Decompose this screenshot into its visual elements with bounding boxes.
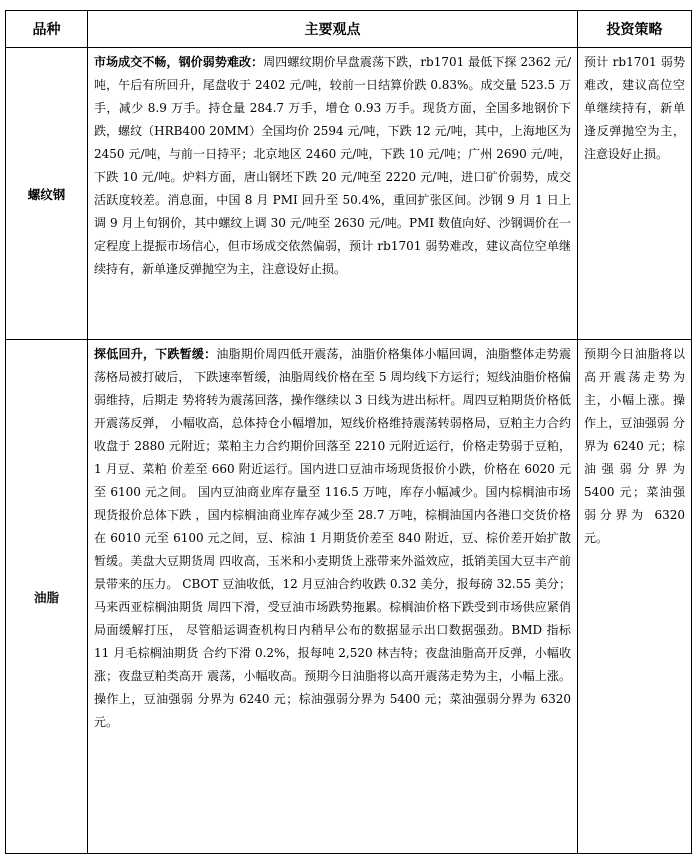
strategy-cell: 预期今日油脂将以高开震荡走势为主，小幅上涨。操作上，豆油强弱 分界为 6240 元；棕油强弱分界为 5400 元；菜油强弱分界为 6320 元。 xyxy=(578,340,692,854)
views-cell xyxy=(88,340,578,854)
header-views: 主要观点 xyxy=(88,11,578,48)
headline: 探低回升，下跌暂缓： xyxy=(94,347,217,361)
views-cell xyxy=(88,48,578,340)
variety-cell: 油脂 xyxy=(6,340,88,854)
header-row xyxy=(6,11,692,48)
header-variety: 品种 xyxy=(6,11,88,48)
views-text: 周四螺纹期价早盘震荡下跌，rb1701 最低下探 2362 元/吨，午后有所回升，尾盘收于 2402 元/吨，较前一日结算价跌 0.83%。成交量 523.5 万手，减少 8.9 万手。持仓量 284.7 万手，增仓 0.93 万手。现货方面，全国多地钢价下跌，螺纹（HRB400 20MM）全国均价 2594 元/吨，下跌 12 元/吨，其中，上海地区为 2450 元/吨，与前一日持平；北京地区 2460 元/吨，下跌 10 元/吨；广州 2690 元/吨，下跌 10 元/吨。炉料方面，唐山钢坯下跌 20 元/吨至 2220 元/吨，进口矿价弱势，成交活跃度较差。消息面，中国 8 月 PMI 回升至 50.4%，重回扩张区间。沙钢 9 月 1 日上调 9 月上旬钢价，其中螺纹上调 30 元/吨至 2630 元/吨。PMI 数值向好、沙钢调价在一定程度上提振市场信心，但市场成交依然偏弱，预计 rb1701 弱势难改，建议高位空单继续持有，新单逢反弹抛空为主，注意设好止损。 xyxy=(94,55,571,276)
headline: 市场成交不畅，钢价弱势难改： xyxy=(94,55,264,69)
views-text: 油脂期价周四低开震荡，油脂价格集体小幅回调，油脂整体走势震荡格局被打破后， 下跌速率暂缓，油脂周线价格在至 5 周均线下方运行；短线油脂价格偏弱维持，后期走 势将转为震荡回落，操作继续以 3 日线为进出标杆。周四豆粕期货价格低开震荡反弹， 小幅收高，总体持仓小幅增加，短线价格维持震荡转弱格局，豆粕主力合约收盘于 2880 元附近；菜粕主力合约期价回落至 2210 元附近运行，价格走势弱于豆粕，1 月豆、菜粕 价差至 660 附近运行。国内进口豆油市场现货报价小跌，价格在 6020 元至 6100 元之间。 国内豆油商业库存量至 116.5 万吨，库存小幅减少。国内棕榈油市场现货报价总体下跌 ，国内棕榈油商业库存减少至 28.7 万吨，棕榈油国内各港口交货价格在 6010 元至 6100 元之间，豆、棕油 1 月期货价差至 840 附近，豆、棕价差开始扩散暂缓。美盘大豆期货周 四收高，玉米和小麦期货上涨带来外溢效应，抵销美国大豆丰产前景带来的压力。 CBOT 豆油收低，12 月豆油合约收跌 0.32 美分，报每磅 32.55 美分；马来西亚棕榈油期货 周四下滑，受豆油市场跌势拖累。棕榈油价格下跌受到市场供应紧俏局面缓解打压， 尽管船运调查机构日内稍早公布的数据显示出口数据强劲。BMD 指标 11 月毛棕榈油期货 合约下滑 0.2%，报每吨 2,520 林吉特；夜盘油脂高开反弹，小幅收涨；夜盘豆粕类高开 震荡，小幅收高。预期今日油脂将以高开震荡走势为主，小幅上涨。操作上，豆油强弱 分界为 6240 元；棕油强弱分界为 5400 元；菜油强弱分界为 6320 元。 xyxy=(94,347,571,729)
header-strategy: 投资策略 xyxy=(578,11,692,48)
strategy-cell: 预计 rb1701 弱势难改，建议高位空单继续持有，新单逢反弹抛空为主，注意设好止损。 xyxy=(578,48,692,340)
analysis-table xyxy=(5,10,692,854)
table-row xyxy=(6,48,692,340)
table-row xyxy=(6,340,692,854)
variety-cell: 螺纹钢 xyxy=(6,48,88,340)
